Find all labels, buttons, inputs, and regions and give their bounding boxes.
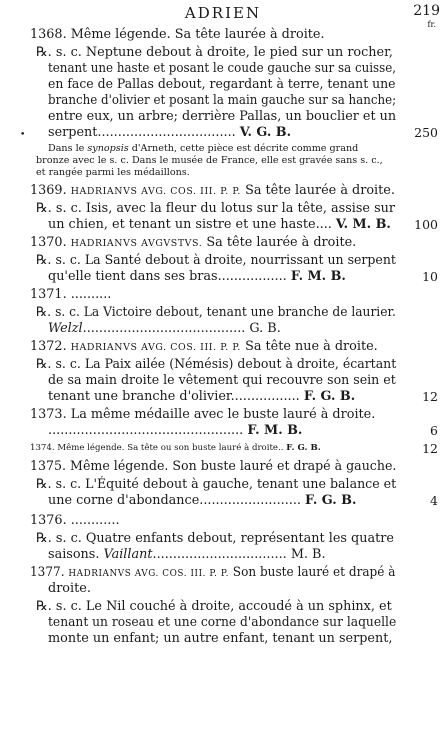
- text-line: [30, 183, 395, 200]
- text-span: synopsis: [87, 143, 129, 154]
- text-span: Vaillant: [103, 547, 153, 562]
- text-line: [30, 339, 378, 356]
- rarity-code: F. M. B.: [290, 269, 346, 284]
- text-span: une corne d'abondance.........................: [48, 493, 306, 508]
- text-span: ................................. M. B.: [152, 547, 326, 562]
- text-line: [48, 389, 355, 405]
- legend-text: HADRIANVS AVG. COS. III. P. P.: [70, 342, 241, 353]
- text-line: [48, 547, 326, 563]
- text-span: ℞.: [36, 305, 56, 320]
- legend-text: HADRIANVS AVGVSTVS.: [70, 238, 203, 249]
- text-span: 1372.: [30, 339, 71, 354]
- text-span: 1370.: [30, 235, 71, 250]
- text-span: s. c. L'Équité debout à gauche, tenant une balance et: [55, 477, 397, 492]
- text-span: 1368. Même légende. Sa tête laurée à droite.: [30, 27, 325, 42]
- text-span: ℞.: [36, 253, 56, 268]
- text-span: ℞.: [36, 45, 56, 60]
- text-span: 1369.: [30, 183, 71, 198]
- text-line: [36, 477, 396, 493]
- text-line: [36, 305, 396, 321]
- text-line: [36, 599, 392, 615]
- text-span: 1374. Même légende. Sa tête ou son buste lauré à droite..: [30, 443, 287, 453]
- text-span: de sa main droite le vêtement qui recouvre son sein et: [48, 373, 396, 388]
- rarity-code: V. M. B.: [335, 217, 391, 232]
- text-span: ℞.: [36, 357, 56, 372]
- text-span: 1376. ............: [30, 513, 120, 528]
- text-line: [48, 217, 391, 233]
- text-span: un chien, et tenant un sistre et une haste....: [48, 217, 336, 232]
- text-span: s. c. La Santé debout à droite, nourrissant un serpent: [55, 253, 396, 268]
- price-value: 10: [422, 269, 438, 284]
- text-line: [48, 423, 302, 439]
- text-line: [30, 27, 325, 43]
- text-span: s. c. Quatre enfants debout, représentant les quatre: [55, 531, 394, 546]
- text-span: Sa tête nue à droite.: [241, 339, 378, 354]
- text-span: tenant une branche d'olivier.................: [48, 389, 304, 404]
- text-span: bronze avec le s. c. Dans le musée de France, elle est gravée sans s. c.,: [36, 155, 383, 166]
- text-span: monte un enfant; un autre enfant, tenant un serpent,: [48, 631, 393, 646]
- text-span: tenant une haste et posant le coude gauche sur sa cuisse,: [48, 61, 397, 76]
- text-span: tenant un roseau et une corne d'abondance sur laquelle: [48, 615, 397, 630]
- text-line: [30, 459, 396, 475]
- text-span: entre eux, un arbre; derrière Pallas, un bouclier et un: [48, 109, 397, 124]
- text-span: en face de Pallas debout, regardant à terre, tenant une: [48, 77, 396, 92]
- text-span: Sa tête laurée à droite.: [241, 183, 395, 198]
- price-value: 12: [422, 441, 438, 456]
- text-line: [48, 615, 396, 631]
- rarity-code: F. M. B.: [247, 423, 303, 438]
- text-line: [48, 631, 392, 647]
- text-line: [48, 143, 358, 155]
- text-line: [36, 201, 395, 217]
- price-value: 100: [414, 217, 438, 232]
- price-value: 6: [430, 423, 438, 438]
- rarity-code: F. G. B.: [305, 493, 357, 508]
- text-span: 1373. La même médaille avec le buste lauré à droite.: [30, 407, 376, 422]
- text-span: branche d'olivier et posant la main gauche sur sa hanche;: [48, 93, 397, 108]
- text-line: [48, 321, 281, 337]
- text-span: s. c. La Victoire debout, tenant une branche de laurier.: [55, 305, 396, 320]
- text-span: Welzl: [48, 321, 83, 336]
- price-value: 12: [422, 389, 438, 404]
- text-span: s. c. Le Nil couché à droite, accoudé à un sphinx, et: [55, 599, 392, 614]
- text-line: [36, 45, 393, 61]
- currency-note: fr.: [427, 20, 436, 29]
- rarity-code: F. G. B.: [286, 443, 321, 453]
- text-span: 1371. ..........: [30, 287, 112, 302]
- text-span: 1375. Même légende. Son buste lauré et drapé à gauche.: [30, 459, 397, 474]
- text-line: [30, 407, 375, 423]
- text-line: [48, 581, 91, 597]
- text-line: [36, 531, 394, 547]
- text-span: s. c. La Paix ailée (Némésis) debout à droite, écartant: [55, 357, 397, 372]
- margin-dot: •: [20, 130, 26, 140]
- text-span: saisons.: [48, 547, 104, 562]
- text-span: ........................................ G. B.: [82, 321, 281, 336]
- text-line: [30, 565, 395, 582]
- price-value: 250: [414, 125, 438, 140]
- text-span: ℞.: [36, 531, 56, 546]
- text-line: [48, 93, 396, 109]
- text-span: Son buste lauré et drapé à: [228, 565, 396, 580]
- text-span: ℞.: [36, 477, 56, 492]
- text-line: [48, 125, 291, 141]
- text-line: [36, 357, 396, 373]
- text-span: droite.: [48, 581, 91, 596]
- rarity-code: V. G. B.: [239, 125, 292, 140]
- price-value: 4: [430, 493, 438, 508]
- text-span: qu'elle tient dans ses bras.................: [48, 269, 291, 284]
- text-line: [48, 373, 396, 389]
- text-line: [48, 493, 356, 509]
- text-span: et rangée parmi les médaillons.: [36, 167, 190, 178]
- legend-text: HADRIANVS AVG. COS. III. P. P.: [70, 186, 241, 197]
- text-line: [30, 513, 120, 529]
- text-span: ................................................: [48, 423, 248, 438]
- text-span: ℞.: [36, 201, 56, 216]
- text-line: [48, 269, 346, 285]
- text-line: [30, 235, 356, 252]
- page-number: 219: [413, 3, 440, 19]
- text-span: Sa tête laurée à droite.: [202, 235, 357, 250]
- rarity-code: F. G. B.: [303, 389, 356, 404]
- text-span: s. c. Neptune debout à droite, le pied sur un rocher,: [55, 45, 393, 60]
- text-span: serpent..................................: [48, 125, 240, 140]
- text-line: [36, 155, 383, 167]
- text-span: ℞.: [36, 599, 56, 614]
- text-line: [48, 61, 396, 77]
- text-line: [30, 443, 321, 454]
- text-span: Dans le: [48, 143, 88, 154]
- text-span: s. c. Isis, avec la fleur du lotus sur la tête, assise sur: [55, 201, 395, 216]
- text-span: 1377.: [30, 565, 69, 580]
- legend-text: HADRIANVS AVG. COS. III. P. P.: [68, 568, 229, 579]
- text-line: [36, 167, 190, 179]
- running-head: ADRIEN: [184, 4, 262, 22]
- text-line: [36, 253, 396, 269]
- text-line: [48, 77, 396, 93]
- text-line: [48, 109, 396, 125]
- text-span: d'Arneth, cette pièce est décrite comme grand: [128, 143, 359, 154]
- text-line: [30, 287, 111, 303]
